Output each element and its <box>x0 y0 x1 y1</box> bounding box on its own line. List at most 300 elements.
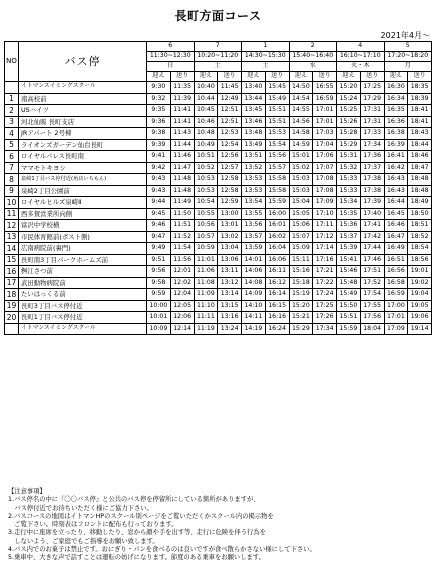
pickup-time: 9:41 <box>147 151 171 163</box>
dropoff-time: 17:33 <box>360 128 384 140</box>
pickup-time: 16:38 <box>384 128 408 140</box>
pickup-time: 16:35 <box>384 105 408 117</box>
dropoff-time: 16:00 <box>265 208 289 220</box>
pickup-time: 15:03 <box>289 185 313 197</box>
pickup-time: 15:33 <box>337 174 361 186</box>
stop-name: 長町南3丁目パークホームズ前 <box>19 254 147 266</box>
pickup-time: 15:02 <box>289 162 313 174</box>
dropoff-time: 16:16 <box>265 312 289 324</box>
pickup-time: 15:51 <box>337 312 361 324</box>
pickup-time: 13:53 <box>242 185 266 197</box>
stop-number: 1 <box>5 93 19 105</box>
pickup-time: 15:03 <box>289 174 313 186</box>
dropoff-time: 12:54 <box>218 139 242 151</box>
dropoff-time: 17:55 <box>360 300 384 312</box>
stop-number: 18 <box>5 289 19 301</box>
dropoff-time: 11:56 <box>170 254 194 266</box>
dropoff-time: 13:12 <box>218 277 242 289</box>
course-time: 14:30~15:30 <box>242 52 290 62</box>
course-number: 4 <box>337 42 385 52</box>
table-row <box>5 289 432 301</box>
dropoff-time: 11:50 <box>170 208 194 220</box>
pickup-time: 16:34 <box>384 93 408 105</box>
pickup-time: 16:47 <box>384 231 408 243</box>
stop-name: 泉崎1丁目バス停付近(角店いちもん) <box>19 174 147 186</box>
pickup-time: 10:51 <box>194 151 218 163</box>
pickup-time: 14:50 <box>289 82 313 94</box>
dropoff-time: 13:16 <box>218 312 242 324</box>
pickup-time: 9:46 <box>147 220 171 232</box>
dropoff-time: 12:05 <box>170 300 194 312</box>
pickup-time: 10:49 <box>194 139 218 151</box>
dropoff-time: 18:04 <box>360 323 384 335</box>
dropoff-time: 12:56 <box>218 151 242 163</box>
stop-name: JRアパート 2号棟 <box>19 128 147 140</box>
dropoff-time: 17:44 <box>360 243 384 255</box>
dropoff-time: 18:56 <box>408 254 432 266</box>
pickup-label: 迎え <box>384 72 408 82</box>
pickup-time: 10:53 <box>194 174 218 186</box>
stop-number: 16 <box>5 266 19 278</box>
pickup-time: 17:00 <box>384 300 408 312</box>
course-time: 11:30~12:30 <box>147 52 195 62</box>
pickup-time: 15:33 <box>337 185 361 197</box>
pickup-label: 迎え <box>337 72 361 82</box>
pickup-time: 16:59 <box>384 289 408 301</box>
dropoff-time: 15:56 <box>265 151 289 163</box>
dropoff-time: 17:01 <box>313 105 337 117</box>
dropoff-time: 18:48 <box>408 174 432 186</box>
pickup-time: 13:53 <box>242 174 266 186</box>
dropoff-time: 17:29 <box>360 93 384 105</box>
pickup-time: 15:35 <box>337 208 361 220</box>
dropoff-time: 17:34 <box>360 139 384 151</box>
stop-name: ライオンズガーデン仙台長町 <box>19 139 147 151</box>
dropoff-time: 19:01 <box>408 266 432 278</box>
table-row <box>5 197 432 209</box>
course-day: 火・木 <box>337 62 385 72</box>
pickup-time: 16:30 <box>384 82 408 94</box>
course-day: 土 <box>242 62 290 72</box>
dropoff-label: 送り <box>313 72 337 82</box>
course-time: 15:40~16:40 <box>289 52 337 62</box>
pickup-time: 11:11 <box>194 312 218 324</box>
stop-number: 9 <box>5 185 19 197</box>
stop-name: イトマンスイミングスクール <box>19 323 147 335</box>
pickup-time: 15:34 <box>337 197 361 209</box>
dropoff-time: 16:02 <box>265 231 289 243</box>
pickup-time: 16:46 <box>384 220 408 232</box>
stop-number: 12 <box>5 220 19 232</box>
pickup-time: 9:35 <box>147 105 171 117</box>
pickup-time: 16:42 <box>384 162 408 174</box>
dropoff-time: 13:04 <box>218 243 242 255</box>
pickup-time: 10:09 <box>147 323 171 335</box>
pickup-time: 15:09 <box>289 243 313 255</box>
pickup-time: 16:43 <box>384 185 408 197</box>
pickup-time: 15:19 <box>289 289 313 301</box>
pickup-time: 14:10 <box>242 300 266 312</box>
course-number: 7 <box>194 42 242 52</box>
dropoff-time: 13:24 <box>218 323 242 335</box>
dropoff-time: 12:53 <box>218 128 242 140</box>
pickup-time: 14:11 <box>242 312 266 324</box>
stop-number <box>5 323 19 335</box>
pickup-time: 10:54 <box>194 197 218 209</box>
pickup-time: 14:55 <box>289 105 313 117</box>
pickup-time: 10:52 <box>194 162 218 174</box>
pickup-time: 16:51 <box>384 254 408 266</box>
pickup-time: 14:01 <box>242 254 266 266</box>
dropoff-time: 11:35 <box>170 82 194 94</box>
dropoff-time: 16:59 <box>313 93 337 105</box>
note-line: 2.バスコースの地図はイトマンHPのスクール別ページをご覧いただくかスクール内の掲示物を <box>8 512 274 520</box>
table-row <box>5 323 432 335</box>
pickup-time: 16:58 <box>384 277 408 289</box>
timetable-body <box>5 82 432 335</box>
pickup-time: 13:55 <box>242 208 266 220</box>
stop-name: 長町1丁目バス停付近 <box>19 312 147 324</box>
dropoff-time: 17:07 <box>313 162 337 174</box>
dropoff-time: 17:26 <box>313 312 337 324</box>
pickup-time: 15:39 <box>337 243 361 255</box>
dropoff-time: 17:14 <box>313 243 337 255</box>
pickup-time: 13:51 <box>242 151 266 163</box>
pickup-time: 13:57 <box>242 231 266 243</box>
dropoff-time: 15:49 <box>265 93 289 105</box>
dropoff-time: 18:35 <box>408 82 432 94</box>
pickup-time: 9:30 <box>147 82 171 94</box>
dropoff-time: 15:57 <box>265 162 289 174</box>
table-row <box>5 174 432 186</box>
dropoff-time: 16:14 <box>265 289 289 301</box>
course-day: 水 <box>289 62 337 72</box>
table-row <box>5 93 432 105</box>
pickup-time: 13:56 <box>242 220 266 232</box>
dropoff-time: 12:51 <box>218 105 242 117</box>
pickup-time: 14:59 <box>289 139 313 151</box>
table-row <box>5 82 432 94</box>
pickup-time: 15:26 <box>337 116 361 128</box>
pickup-time: 9:43 <box>147 174 171 186</box>
dropoff-label: 送り <box>170 72 194 82</box>
pickup-time: 15:16 <box>289 266 313 278</box>
stop-number: 11 <box>5 208 19 220</box>
pickup-time: 10:53 <box>194 185 218 197</box>
stop-number: 19 <box>5 300 19 312</box>
stop-number: 7 <box>5 162 19 174</box>
pickup-time: 9:43 <box>147 185 171 197</box>
course-time: 10:20~11:20 <box>194 52 242 62</box>
pickup-time: 10:44 <box>194 93 218 105</box>
note-line: 3.走行中に座席を立ったり、移動したり、窓から顔や手を出す等、走行に危険を伴う行為を <box>8 529 266 537</box>
course-number: 2 <box>289 42 337 52</box>
pickup-time: 10:59 <box>194 243 218 255</box>
stop-number: 6 <box>5 151 19 163</box>
pickup-label: 迎え <box>242 72 266 82</box>
dropoff-time: 17:22 <box>313 277 337 289</box>
pickup-time: 10:45 <box>194 105 218 117</box>
dropoff-time: 19:02 <box>408 277 432 289</box>
dropoff-time: 13:02 <box>218 231 242 243</box>
note-line: 4.バス内でのお菓子は禁止です。おにぎり・パンを食べるのは良いですが食べ散らかさない様にして下さい。 <box>8 546 316 554</box>
stop-name: 河北仙販 長町支店 <box>19 116 147 128</box>
pickup-time: 14:56 <box>289 116 313 128</box>
table-row <box>5 266 432 278</box>
notes-heading: 【注意事項】 <box>8 488 46 495</box>
dropoff-time: 18:46 <box>408 151 432 163</box>
pickup-time: 16:49 <box>384 243 408 255</box>
pickup-time: 13:59 <box>242 243 266 255</box>
dropoff-time: 11:46 <box>170 151 194 163</box>
stop-name: 市民体育館前(ポスト側) <box>19 231 147 243</box>
dropoff-time: 17:03 <box>313 128 337 140</box>
stop-number: 8 <box>5 174 19 186</box>
table-row <box>5 151 432 163</box>
stop-number <box>5 82 19 94</box>
pickup-time: 15:21 <box>289 312 313 324</box>
dropoff-time: 16:55 <box>313 82 337 94</box>
dropoff-time: 16:01 <box>265 220 289 232</box>
dropoff-time: 17:16 <box>313 254 337 266</box>
stop-number: 20 <box>5 312 19 324</box>
stop-name: 富沢中学校横 <box>19 220 147 232</box>
pickup-time: 14:58 <box>289 128 313 140</box>
course-number: 6 <box>147 42 195 52</box>
pickup-time: 9:42 <box>147 162 171 174</box>
note-line: バス停付近でお待ちいただく様にご協力下さい。 <box>8 504 153 512</box>
table-row <box>5 277 432 289</box>
dropoff-time: 16:12 <box>265 277 289 289</box>
stop-number: 4 <box>5 128 19 140</box>
dropoff-time: 13:01 <box>218 220 242 232</box>
pickup-label: 迎え <box>147 72 171 82</box>
pickup-time: 15:20 <box>289 300 313 312</box>
dropoff-time: 12:01 <box>170 266 194 278</box>
dropoff-time: 11:41 <box>170 116 194 128</box>
dropoff-time: 11:48 <box>170 185 194 197</box>
dropoff-time: 17:06 <box>313 151 337 163</box>
pickup-time: 9:58 <box>147 277 171 289</box>
dropoff-time: 16:04 <box>265 243 289 255</box>
pickup-label: 迎え <box>194 72 218 82</box>
pickup-time: 13:52 <box>242 162 266 174</box>
pickup-time: 10:48 <box>194 128 218 140</box>
dropoff-time: 13:15 <box>218 300 242 312</box>
dropoff-time: 15:51 <box>265 116 289 128</box>
dropoff-time: 11:41 <box>170 105 194 117</box>
stop-name: 桝江さつ前 <box>19 266 147 278</box>
dropoff-time: 13:11 <box>218 266 242 278</box>
pickup-time: 17:09 <box>384 323 408 335</box>
notes-section <box>8 488 432 563</box>
dropoff-label: 送り <box>218 72 242 82</box>
dropoff-time: 17:42 <box>360 231 384 243</box>
stop-name: ロイヤルパレス長町南 <box>19 151 147 163</box>
dropoff-time: 17:08 <box>313 185 337 197</box>
dropoff-time: 17:38 <box>360 174 384 186</box>
pickup-time: 15:37 <box>337 231 361 243</box>
table-row <box>5 105 432 117</box>
pickup-time: 15:59 <box>337 323 361 335</box>
stop-number: 10 <box>5 197 19 209</box>
dropoff-time: 16:11 <box>265 266 289 278</box>
pickup-time: 15:49 <box>337 289 361 301</box>
dropoff-time: 15:58 <box>265 185 289 197</box>
pickup-time: 9:45 <box>147 208 171 220</box>
dropoff-time: 19:14 <box>408 323 432 335</box>
dropoff-time: 16:15 <box>265 300 289 312</box>
stop-name: ママモトキヨシ <box>19 162 147 174</box>
dropoff-time: 16:06 <box>265 254 289 266</box>
dropoff-time: 11:54 <box>170 243 194 255</box>
dropoff-time: 12:51 <box>218 116 242 128</box>
dropoff-time: 17:25 <box>313 300 337 312</box>
dropoff-time: 12:06 <box>170 312 194 324</box>
dropoff-time: 15:51 <box>265 105 289 117</box>
pickup-time: 15:48 <box>337 277 361 289</box>
note-line: 1.バス停名の中に『〇〇バス停』と公共のバス停を停留所にしている箇所がありますが、 <box>8 496 260 504</box>
dropoff-time: 18:51 <box>408 220 432 232</box>
dropoff-time: 11:45 <box>218 82 242 94</box>
table-row <box>5 243 432 255</box>
dropoff-time: 17:46 <box>360 254 384 266</box>
pickup-time: 15:29 <box>337 139 361 151</box>
pickup-time: 13:40 <box>242 82 266 94</box>
dropoff-time: 17:04 <box>313 139 337 151</box>
pickup-time: 15:05 <box>289 208 313 220</box>
pickup-time: 11:08 <box>194 277 218 289</box>
pickup-time: 15:20 <box>337 82 361 94</box>
dropoff-time: 17:54 <box>360 289 384 301</box>
dropoff-time: 17:11 <box>313 220 337 232</box>
table-row <box>5 300 432 312</box>
pickup-time: 16:56 <box>384 266 408 278</box>
table-row <box>5 220 432 232</box>
course-number: 1 <box>242 42 290 52</box>
pickup-time: 15:29 <box>289 323 313 335</box>
pickup-time: 15:06 <box>289 220 313 232</box>
pickup-time: 16:43 <box>384 174 408 186</box>
pickup-time: 15:04 <box>289 197 313 209</box>
dropoff-time: 15:59 <box>265 197 289 209</box>
stop-number: 15 <box>5 254 19 266</box>
dropoff-time: 11:48 <box>170 174 194 186</box>
dropoff-time: 13:14 <box>218 289 242 301</box>
dropoff-label: 送り <box>408 72 432 82</box>
dropoff-time: 12:14 <box>170 323 194 335</box>
dropoff-time: 17:34 <box>313 323 337 335</box>
pickup-time: 11:19 <box>194 323 218 335</box>
dropoff-time: 17:12 <box>313 231 337 243</box>
pickup-time: 16:44 <box>384 197 408 209</box>
dropoff-time: 15:53 <box>265 128 289 140</box>
stop-name: USハイツ <box>19 105 147 117</box>
pickup-time: 13:48 <box>242 128 266 140</box>
pickup-time: 15:24 <box>337 93 361 105</box>
pickup-time: 10:40 <box>194 82 218 94</box>
pickup-time: 10:00 <box>147 300 171 312</box>
pickup-time: 15:01 <box>289 151 313 163</box>
pickup-time: 17:01 <box>384 312 408 324</box>
stop-name: 長町3丁目バス停付近 <box>19 300 147 312</box>
table-row <box>5 116 432 128</box>
dropoff-time: 18:49 <box>408 197 432 209</box>
pickup-time: 15:25 <box>337 105 361 117</box>
pickup-time: 9:39 <box>147 139 171 151</box>
pickup-label: 迎え <box>289 72 313 82</box>
course-day: 月 <box>384 62 432 72</box>
dropoff-time: 18:50 <box>408 208 432 220</box>
dropoff-time: 13:06 <box>218 254 242 266</box>
pickup-time: 14:19 <box>242 323 266 335</box>
pickup-time: 14:54 <box>289 93 313 105</box>
dropoff-time: 19:04 <box>408 289 432 301</box>
dropoff-time: 17:52 <box>360 277 384 289</box>
dropoff-time: 18:43 <box>408 128 432 140</box>
table-row <box>5 139 432 151</box>
dropoff-time: 11:49 <box>170 197 194 209</box>
dropoff-time: 17:08 <box>313 174 337 186</box>
stop-name: 西多賀営業所向側 <box>19 208 147 220</box>
pickup-time: 9:59 <box>147 289 171 301</box>
course-day: 日 <box>147 62 195 72</box>
stop-name: イトマンスイミングスクール <box>19 82 147 94</box>
dropoff-time: 15:58 <box>265 174 289 186</box>
pickup-time: 11:06 <box>194 266 218 278</box>
table-row <box>5 312 432 324</box>
pickup-time: 15:41 <box>337 254 361 266</box>
dropoff-time: 18:44 <box>408 139 432 151</box>
pickup-time: 15:28 <box>337 128 361 140</box>
note-line: しないよう、ご家庭でもご指導をお願い致します。 <box>8 537 159 545</box>
table-row <box>5 128 432 140</box>
table-row <box>5 231 432 243</box>
dropoff-time: 11:39 <box>170 93 194 105</box>
pickup-time: 13:46 <box>242 116 266 128</box>
dropoff-time: 11:52 <box>170 231 194 243</box>
table-row <box>5 162 432 174</box>
stop-name: ロイヤルヒルズ泉崎Ⅱ <box>19 197 147 209</box>
no-header: NO <box>5 42 19 82</box>
stop-header: バス停 <box>19 42 147 82</box>
timetable <box>4 41 432 335</box>
dropoff-time: 18:48 <box>408 185 432 197</box>
dropoff-time: 17:31 <box>360 116 384 128</box>
dropoff-time: 12:59 <box>218 197 242 209</box>
pickup-time: 10:56 <box>194 220 218 232</box>
pickup-time: 15:32 <box>337 162 361 174</box>
dropoff-time: 19:06 <box>408 312 432 324</box>
dropoff-time: 17:56 <box>360 312 384 324</box>
course-number-row <box>5 42 432 52</box>
pickup-time: 9:36 <box>147 116 171 128</box>
course-day: 土 <box>194 62 242 72</box>
dropoff-time: 15:45 <box>265 82 289 94</box>
dropoff-time: 13:00 <box>218 208 242 220</box>
dropoff-time: 17:39 <box>360 197 384 209</box>
table-row <box>5 185 432 197</box>
dropoff-time: 12:57 <box>218 162 242 174</box>
notes-list <box>8 496 432 562</box>
pickup-time: 13:54 <box>242 197 266 209</box>
dropoff-time: 12:58 <box>218 174 242 186</box>
dropoff-time: 17:40 <box>360 208 384 220</box>
stop-name: 武田動物病院前 <box>19 277 147 289</box>
pickup-time: 10:55 <box>194 208 218 220</box>
dropoff-time: 11:44 <box>170 139 194 151</box>
dropoff-time: 17:10 <box>313 208 337 220</box>
